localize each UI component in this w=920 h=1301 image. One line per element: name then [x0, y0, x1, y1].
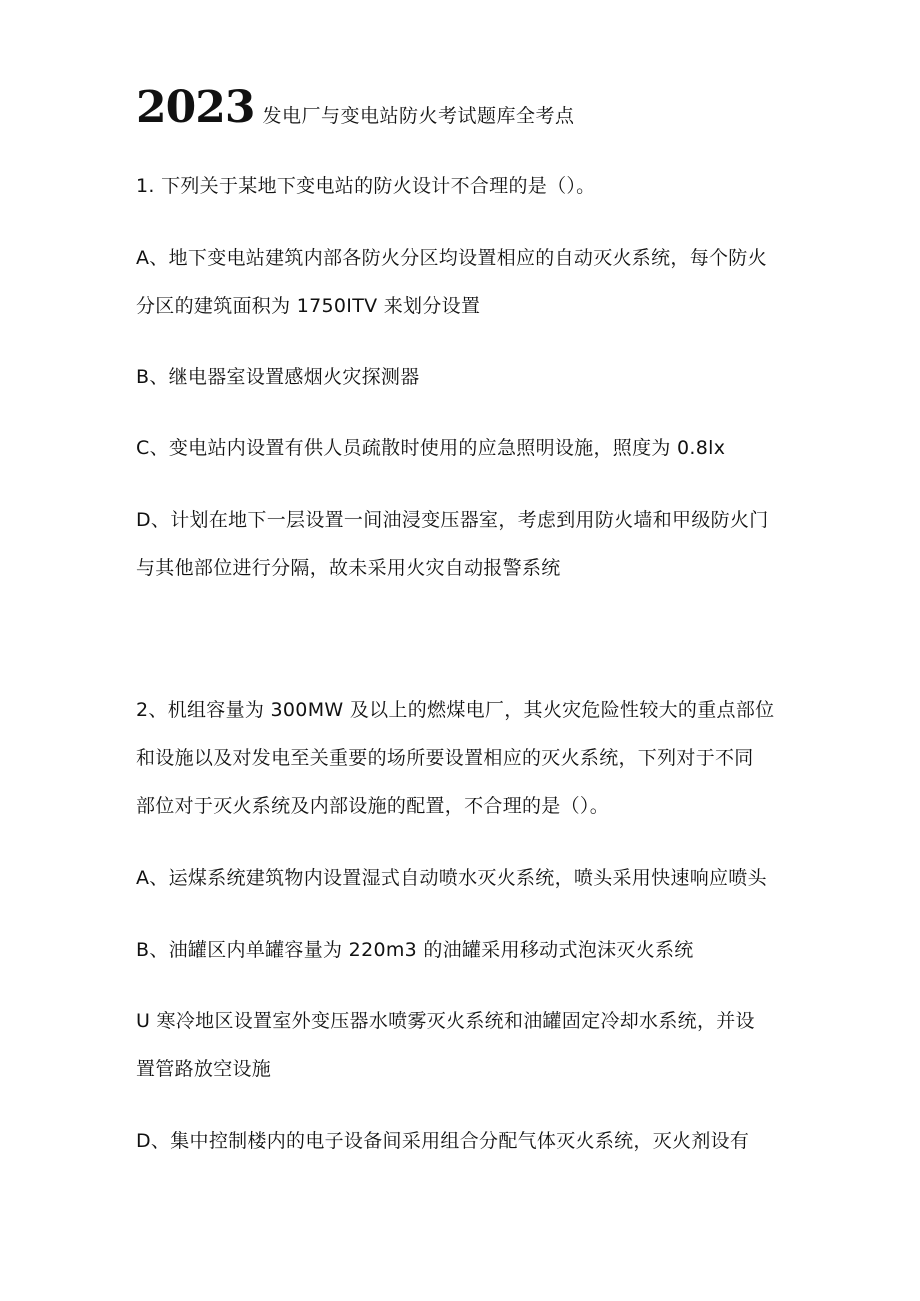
question-2-option-c-line-2: 置管路放空设施	[136, 1058, 272, 1080]
question-2-stem-line-1: 2、机组容量为 300MW 及以上的燃煤电厂，其火灾危险性较大的重点部位	[136, 699, 775, 721]
question-1-option-a-line-1: A、地下变电站建筑内部各防火分区均设置相应的自动灭火系统，每个防火	[136, 247, 767, 269]
question-2-option-c-line-1: U 寒冷地区设置室外变压器水喷雾灭火系统和油罐固定冷却水系统，并设	[136, 1010, 755, 1032]
question-2-option-a: A、运煤系统建筑物内设置湿式自动喷水灭火系统，喷头采用快速响应喷头	[136, 867, 767, 889]
question-1-option-a-line-2: 分区的建筑面积为 1750ITV 来划分设置	[136, 295, 481, 317]
question-1-option-d-line-2: 与其他部位进行分隔，故未采用火灾自动报警系统	[136, 557, 561, 579]
question-1-stem: 1. 下列关于某地下变电站的防火设计不合理的是（）。	[136, 175, 596, 197]
question-1-option-c: C、变电站内设置有供人员疏散时使用的应急照明设施，照度为 0.8lx	[136, 437, 726, 459]
title-text: 发电厂与变电站防火考试题库全考点	[262, 105, 575, 127]
question-2-stem-line-2: 和设施以及对发电至关重要的场所要设置相应的灭火系统，下列对于不同	[136, 747, 754, 769]
question-2-option-b: B、油罐区内单罐容量为 220m3 的油罐采用移动式泡沫灭火系统	[136, 939, 694, 961]
question-2-option-d-line-1: D、集中控制楼内的电子设备间采用组合分配气体灭火系统，灭火剂设有	[136, 1130, 750, 1152]
question-1-option-b: B、继电器室设置感烟火灾探测器	[136, 366, 420, 388]
document-title	[136, 82, 575, 133]
question-2-stem-line-3: 部位对于灭火系统及内部设施的配置，不合理的是（）。	[136, 795, 610, 817]
title-year: 2023	[136, 82, 255, 133]
question-1-option-d-line-1: D、计划在地下一层设置一间油浸变压器室，考虑到用防火墙和甲级防火门	[136, 509, 769, 531]
